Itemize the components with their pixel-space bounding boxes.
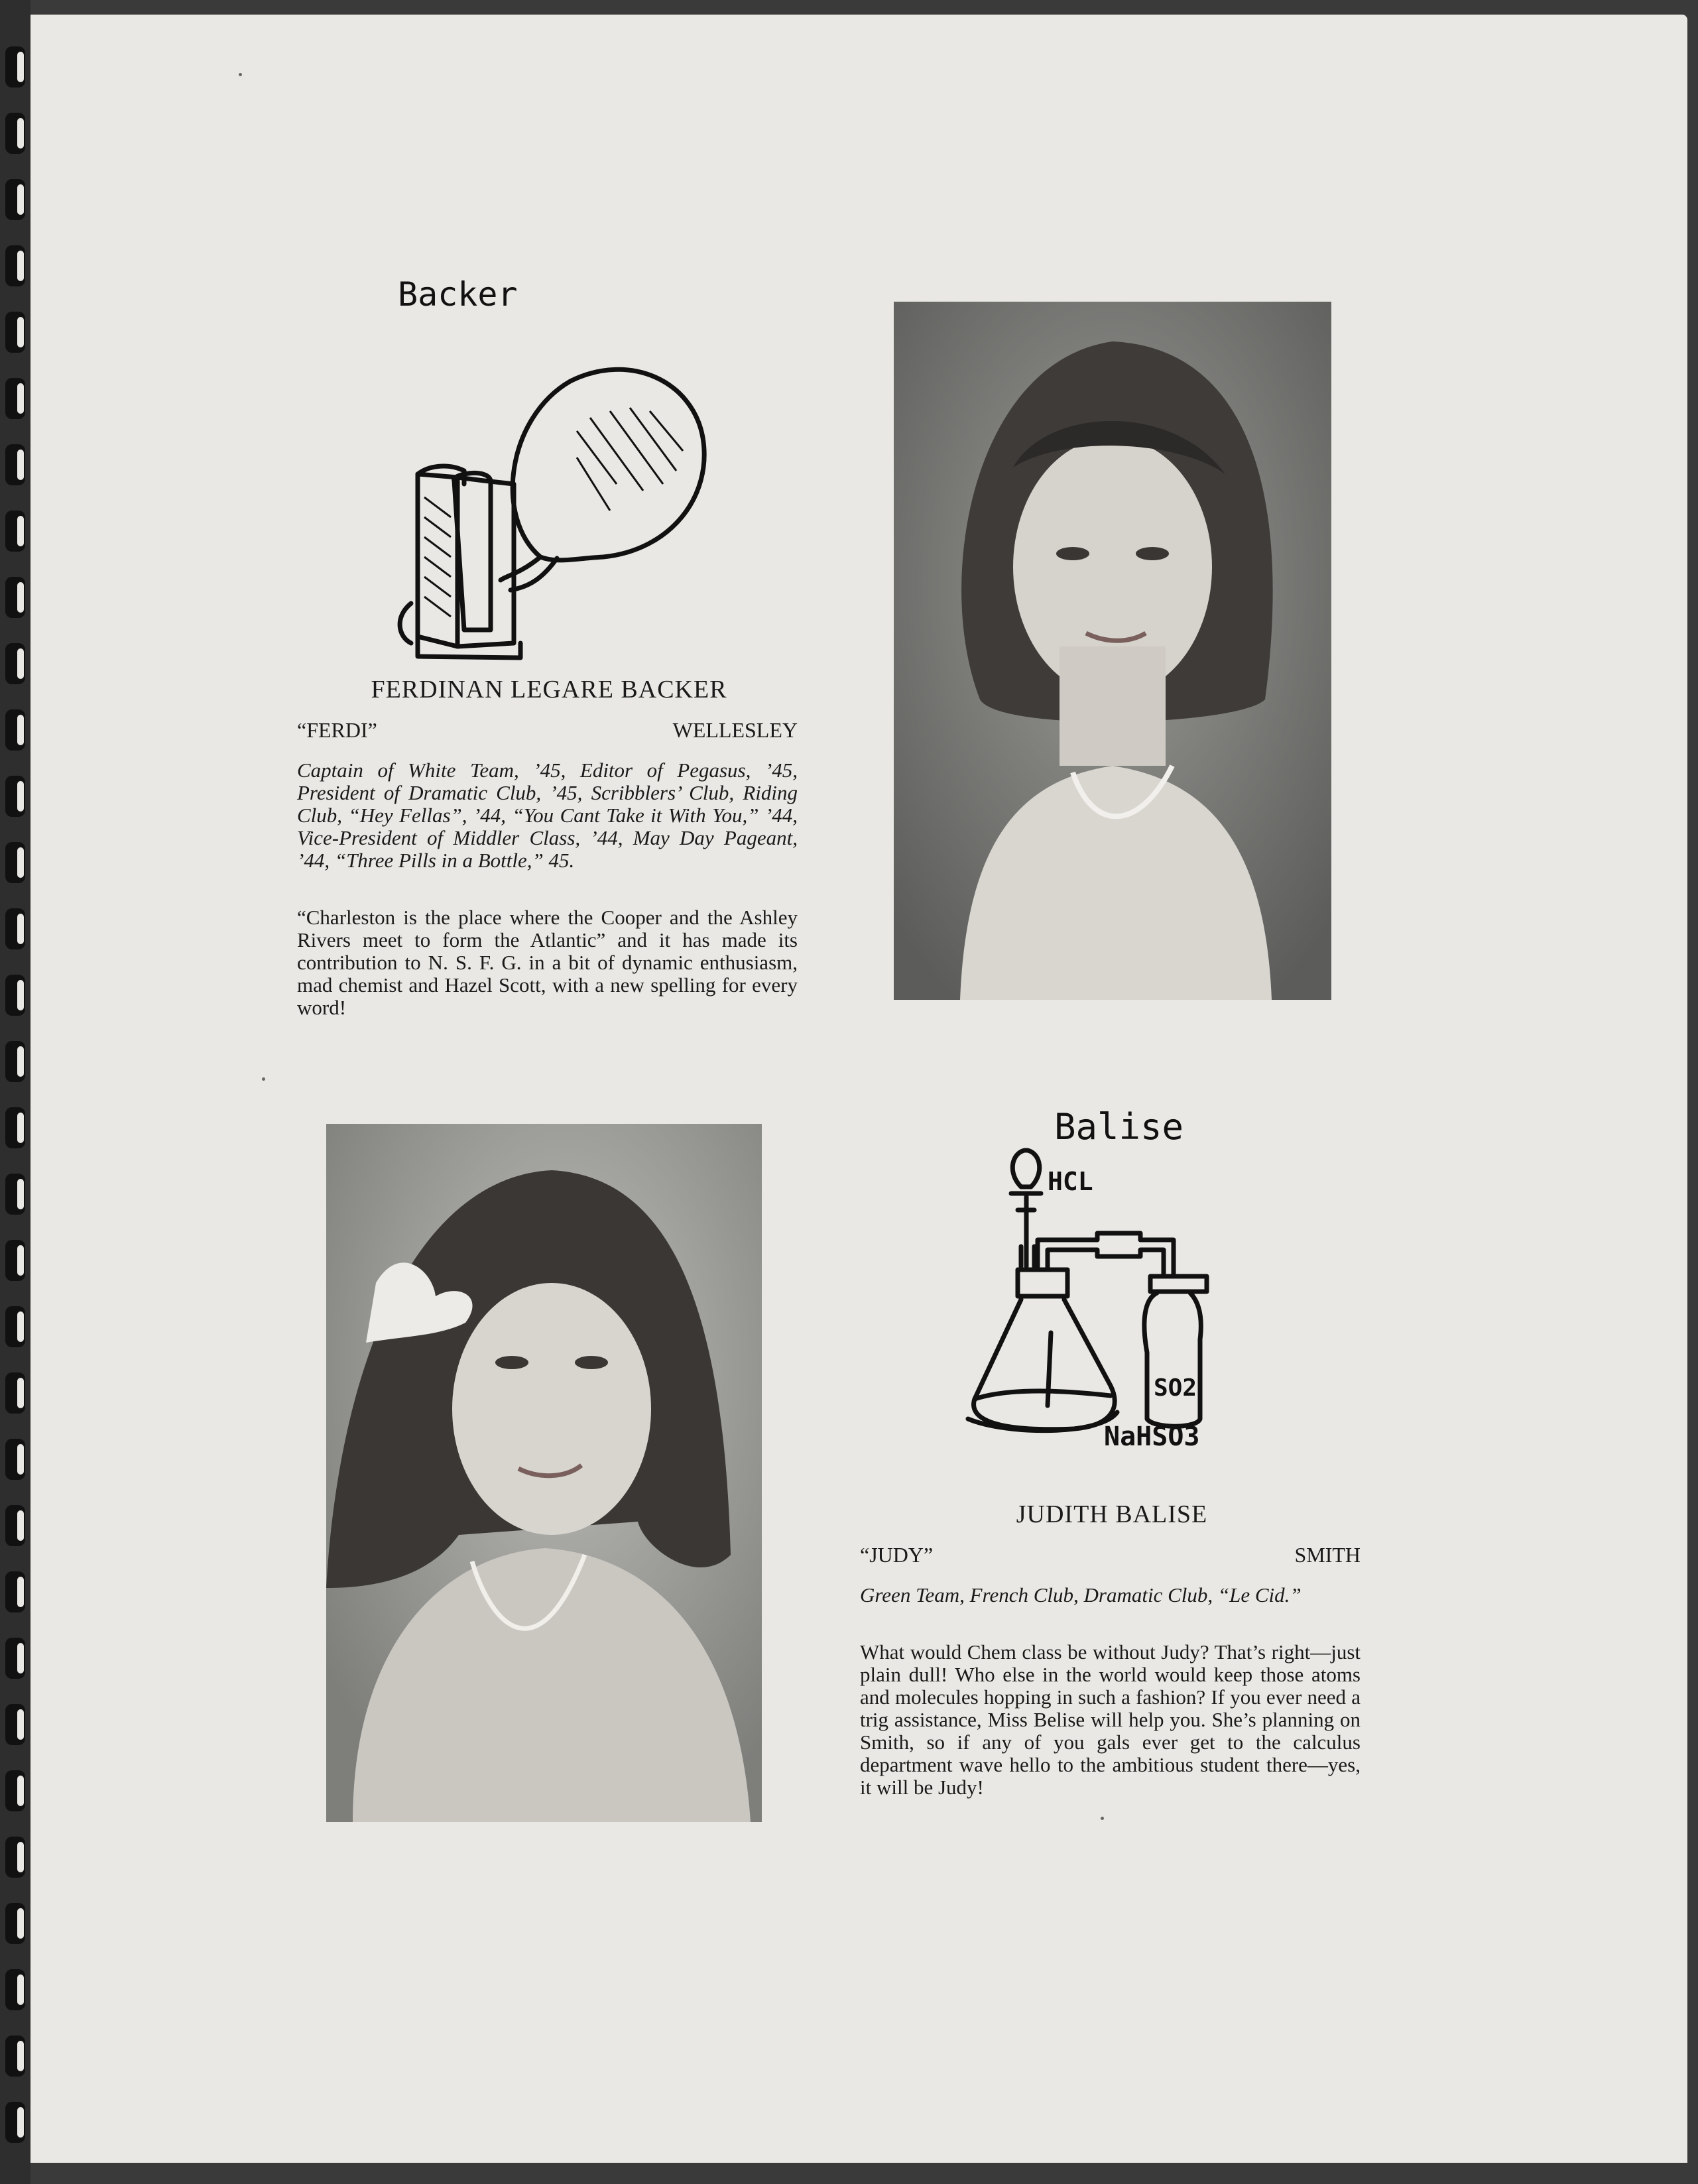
nickname-college-row bbox=[297, 718, 798, 743]
chemistry-apparatus-drawing bbox=[955, 1134, 1260, 1465]
college: WELLESLEY bbox=[672, 718, 798, 742]
college: SMITH bbox=[1294, 1543, 1361, 1567]
biography: What would Chem class be without Judy? That’s right—just plain dull! Who else in the world would keep those atoms and molecules hopping in such a fashion? If you ever need a trig assistance, Miss Belise will help you. She’s planning on Smith, so if any of you gals ever get to the calculus department wave hello to the ambitious student there—yes, it will be Judy! bbox=[860, 1640, 1361, 1799]
student-name: JUDITH BALISE bbox=[1016, 1500, 1208, 1528]
signature-backer: Backer bbox=[398, 275, 518, 314]
signature-balise: Balise bbox=[1054, 1106, 1184, 1148]
biography: “Charleston is the place where the Cooper and the Ashley Rivers meet to form the Atlantic” and it has made its contribution to N. S. F. G. in a bit of dynamic enthusiasm, mad chemist and Hazel Scott, with a new spelling for every word! bbox=[297, 906, 798, 1019]
spiral-binding bbox=[0, 0, 30, 2184]
lipstick-mirror-drawing bbox=[378, 351, 723, 676]
portrait-photo-balise bbox=[326, 1124, 762, 1822]
nickname: “JUDY” bbox=[860, 1543, 934, 1567]
portrait-photo-backer bbox=[894, 302, 1331, 1000]
nickname-college-row bbox=[860, 1543, 1361, 1567]
activities: Captain of White Team, ’45, Editor of Pegasus, ’45, President of Dramatic Club, ’45, Scribblers’ Club, Riding Club, “Hey Fellas”, ’44, “You Cant Take it With You,” ’44, Vice-President of Middler Class, ’44, May Day Pageant, ’44, “Three Pills in a Bottle,” 45. bbox=[297, 758, 798, 872]
student-name: FERDINAN LEGARE BACKER bbox=[371, 676, 727, 703]
activities: Green Team, French Club, Dramatic Club, “Le Cid.” bbox=[860, 1583, 1302, 1607]
label-nahso3: NaHSO3 bbox=[1104, 1422, 1200, 1452]
label-hcl: HCL bbox=[1048, 1167, 1093, 1196]
label-so2: SO2 bbox=[1154, 1374, 1197, 1402]
nickname: “FERDI” bbox=[297, 718, 377, 742]
yearbook-page bbox=[27, 15, 1687, 2163]
